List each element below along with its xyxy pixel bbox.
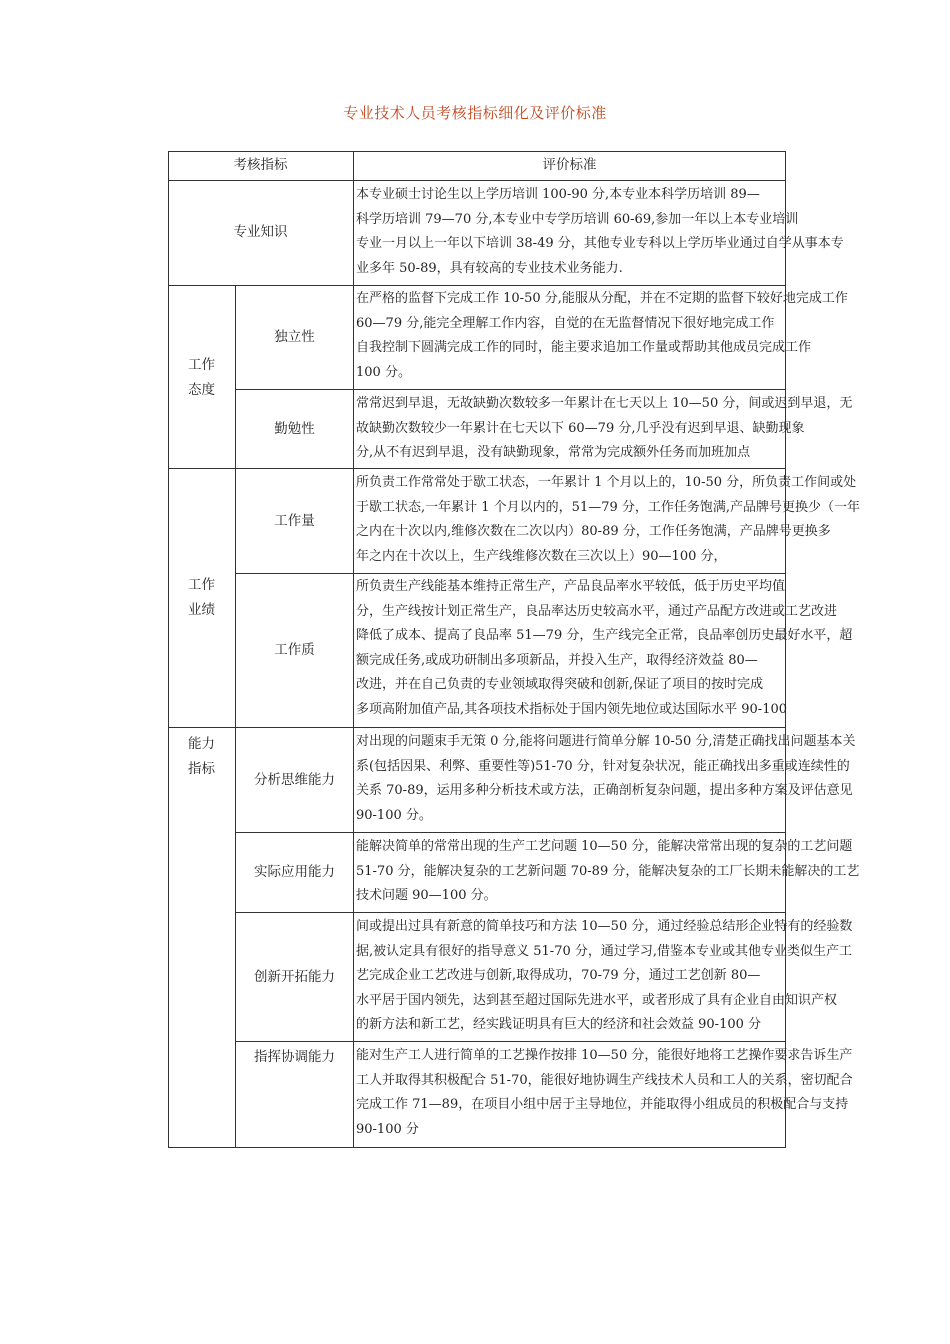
row-divider — [235, 573, 786, 574]
criteria-coordination: 能对生产工人进行简单的工艺操作按排 10—50 分，能很好地将工艺操作要求告诉生产 工人并取得其积极配合 51-70，能很好地协调生产线技术人员和工人的关系，密切配合 完成工作 71—89，在项目小组中居于主导地位，并能取得小组成员的积极配合与支持 90-100 分 — [356, 1048, 853, 1137]
criteria-workload: 所负责工作常常处于歇工状态，一年累计 1 个月以上的，10-50 分，所负责工作间或处 于歇工状态,一年累计 1 个月以内的，51—79 分，工作任务饱满,产品牌号更换少（一年 之内在十次以内,维修次数在二次以内）80-89 分，工作任务饱满，产品牌号更换多 年之内在十次以上，生产线维修次数在三次以上）90—100 分， — [356, 475, 861, 564]
criteria-work-quality: 所负责生产线能基本维持正常生产，产品良品率水平较低，低于历史平均值 分，生产线按计划正常生产，良品率达历史较高水平，通过产品配方改进或工艺改进 降低了成本、提高了良品率 51—79 分，生产线完全正常，良品率创历史最好水平，超 额完成任务,或成功研制出多项新品，并投入生产，取得经济效益 80— 改进，并在自己负责的专业领域取得突破和创新,保证了项目的按时完成 多项高附加值产品,其各项技术指标处于国内领先地位或达国际水平 90-100 — [356, 579, 853, 717]
criteria-analytical-thinking: 对出现的问题束手无策 0 分,能将问题进行简单分解 10-50 分,清楚正确找出问题基本关 系(包括因果、利弊、重要性等)51-70 分，针对复杂状况，能正确找出多重或连续性的 关系 70-89，运用多种分析技术或方法，正确剖析复杂问题，提出多种方案及评估意见 90-100 分。 — [356, 734, 856, 823]
label-practical-application: 实际应用能力 — [254, 864, 335, 880]
sub-column-divider — [235, 285, 236, 1148]
label-work-attitude: 工作 态度 — [188, 357, 215, 398]
label-coordination: 指挥协调能力 — [254, 1049, 335, 1065]
column-divider — [353, 151, 354, 1148]
label-independence: 独立性 — [274, 329, 315, 345]
label-analytical-thinking: 分析思维能力 — [254, 772, 335, 788]
label-innovation: 创新开拓能力 — [254, 969, 335, 985]
label-work-quality: 工作质 — [274, 642, 315, 658]
page-title: 专业技术人员考核指标细化及评价标准 — [343, 104, 607, 122]
label-work-performance: 工作 业绩 — [188, 577, 215, 618]
row-divider — [168, 180, 786, 181]
row-divider — [235, 912, 786, 913]
row-divider — [168, 727, 786, 728]
table-border-top — [168, 151, 786, 152]
row-divider — [235, 1041, 786, 1042]
header-criteria: 评价标准 — [542, 157, 597, 173]
header-indicator: 考核指标 — [233, 157, 288, 173]
table-border-bottom — [168, 1147, 786, 1148]
label-workload: 工作量 — [274, 513, 315, 529]
row-divider — [235, 832, 786, 833]
row-divider — [235, 389, 786, 390]
criteria-independence: 在严格的监督下完成工作 10-50 分,能服从分配，并在不定期的监督下较好地完成工作 60—79 分,能完全理解工作内容，自觉的在无监督情况下很好地完成工作 自我控制下圆满完成工作的同时，能主要求追加工作量或帮助其他成员完成工作 100 分。 — [356, 291, 848, 380]
criteria-practical-application: 能解决简单的常常出现的生产工艺问题 10—50 分，能解决常常出现的复杂的工艺问题 51-70 分，能解决复杂的工艺新问题 70-89 分，能解决复杂的工厂长期未能解决的工艺 技术问题 90—100 分。 — [356, 839, 860, 904]
criteria-innovation: 间或提出过具有新意的简单技巧和方法 10—50 分，通过经验总结形企业特有的经验数 据,被认定具有很好的指导意义 51-70 分，通过学习,借鉴本专业或其他专业类似生产工 艺完成企业工艺改进与创新,取得成功，70-79 分，通过工艺创新 80— 水平居于国内领先，达到甚至超过国际先进水平，或者形成了具有企业自由知识产权 的新方法和新工艺，经实践证明具有巨大的经济和社会效益 90-100 分 — [356, 919, 853, 1033]
row-divider — [168, 285, 786, 286]
criteria-professional-knowledge: 本专业硕士讨论生以上学历培训 100-90 分,本专业本科学历培训 89— 科学历培训 79—70 分,本专业中专学历培训 60-69,参加一年以上本专业培训 专业一月以上一年以下培训 38-49 分，其他专业专科以上学历毕业通过自学从事本专 业多年 50-89，具有较高的专业技术业务能力. — [356, 187, 844, 276]
criteria-diligence: 常常迟到早退，无故缺勤次数较多一年累计在七天以上 10—50 分，间或迟到早退，无 故缺勤次数较少一年累计在七天以下 60—79 分,几乎没有迟到早退、缺勤现象 分,从不有迟到早退，没有缺勤现象，常常为完成额外任务而加班加点 — [356, 396, 853, 461]
evaluation-table — [168, 151, 861, 1148]
label-professional-knowledge: 专业知识 — [233, 224, 288, 240]
label-ability-indicators: 能力 指标 — [188, 736, 215, 777]
table-border-left — [168, 151, 169, 1148]
label-diligence: 勤勉性 — [274, 421, 315, 437]
row-divider — [168, 468, 786, 469]
